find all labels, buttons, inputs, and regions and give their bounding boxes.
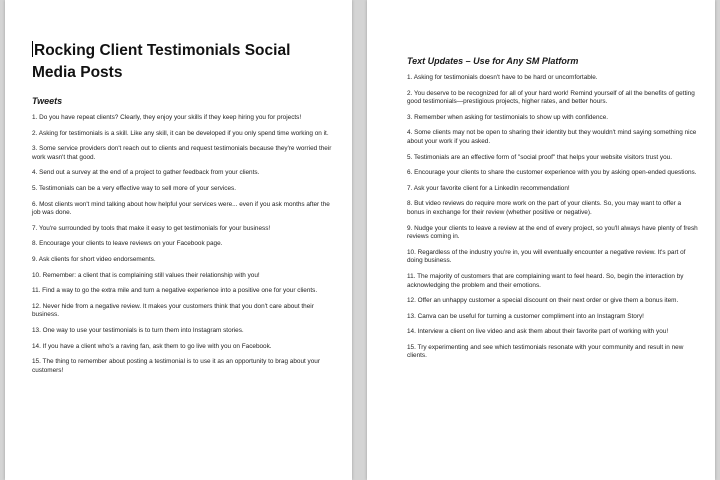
list-item: 2. You deserve to be recognized for all of your hard work! Remind yourself of all the benefits of getting good testimonials—prestigious projects, higher rates, and better hours. [407, 89, 695, 106]
list-item: 9. Ask clients for short video endorsements. [32, 255, 156, 263]
list-item: 5. Testimonials can be a very effective way to sell more of your services. [32, 184, 236, 192]
list-item: 12. Offer an unhappy customer a special discount on their next order or give them a bonus item. [407, 297, 679, 305]
list-item: 12. Never hide from a negative review. It makes your customers think that you don't care about their business. [32, 302, 314, 319]
list-item: 8. Encourage your clients to leave reviews on your Facebook page. [32, 240, 223, 248]
section-heading-tweets: Tweets [32, 96, 63, 106]
page-content [407, 56, 699, 368]
list-item: 3. Some service providers don't reach out to clients and request testimonials because they're worried their work wasn't that good. [32, 145, 332, 161]
list-item: 4. Send out a survey at the end of a project to gather feedback from your clients. [32, 169, 260, 177]
section-heading-text-updates: Text Updates – Use for Any SM Platform [407, 56, 579, 66]
list-item: 9. Nudge your clients to leave a review at the end of every project, so you'll always have plenty of fresh reviews coming in. [407, 224, 698, 241]
list-item: 6. Most clients won't mind talking about how helpful your services were... even if you ask months after the job was done. [32, 200, 330, 217]
list-item: 1. Do you have repeat clients? Clearly, they enjoy your skills if they keep hiring you for projects! [32, 114, 302, 121]
document-title-text: Rocking Client Testimonials Social Media Posts [32, 42, 291, 81]
document-page-left [5, 0, 352, 480]
list-item: 4. Some clients may not be open to sharing their identity but they wouldn't mind saying something nice about your work if you asked. [407, 129, 697, 145]
list-item: 13. One way to use your testimonials is to turn them into Instagram stories. [32, 326, 244, 334]
list-item: 7. You're surrounded by tools that make it easy to get testimonials for your business! [32, 224, 271, 232]
list-item: 7. Ask your favorite client for a LinkedIn recommendation! [407, 184, 570, 192]
list-item: 15. The thing to remember about posting a testimonial is to use it as an opportunity to brag about your customers! [32, 358, 320, 374]
list-item: 2. Asking for testimonials is a skill. Like any skill, it can be developed if you only spend time working on it. [32, 129, 329, 137]
document-title[interactable] [32, 40, 332, 84]
text-updates-list [407, 74, 699, 361]
list-item: 11. The majority of customers that are complaining want to feel heard. So, begin the interaction by acknowledging the problem and their emotions. [407, 272, 684, 289]
list-item: 5. Testimonials are an effective form of "social proof" that helps your website visitors trust you. [407, 153, 673, 161]
page-content [32, 40, 332, 382]
list-item: 11. Find a way to go the extra mile and turn a negative experience into a positive one for your clients. [32, 287, 318, 295]
list-item: 14. Interview a client on live video and ask them about their favorite part of working with you! [407, 328, 669, 336]
list-item: 10. Regardless of the industry you're in, you will eventually encounter a negative review. It's part of doing business. [407, 248, 686, 265]
list-item: 13. Canva can be useful for turning a customer compliment into an Instagram Story! [407, 312, 644, 320]
list-item: 14. If you have a client who's a raving fan, ask them to go live with you on Facebook. [32, 342, 272, 350]
document-page-right [367, 0, 715, 480]
list-item: 3. Remember when asking for testimonials to show up with confidence. [407, 113, 609, 121]
list-item: 6. Encourage your clients to share the customer experience with you by asking open-ended questions. [407, 169, 697, 177]
list-item: 1. Asking for testimonials doesn't have to be hard or uncomfortable. [407, 74, 598, 81]
tweets-list [32, 114, 332, 375]
list-item: 15. Try experimenting and see which testimonials resonate with your community and result in new clients. [407, 343, 684, 360]
text-cursor [32, 41, 33, 57]
list-item: 8. But video reviews do require more work on the part of your clients. So, you may want to offer a bonus in exchange for their review (whether positive or negative). [407, 200, 682, 216]
list-item: 10. Remember: a client that is complaining still values their relationship with you! [32, 271, 260, 279]
